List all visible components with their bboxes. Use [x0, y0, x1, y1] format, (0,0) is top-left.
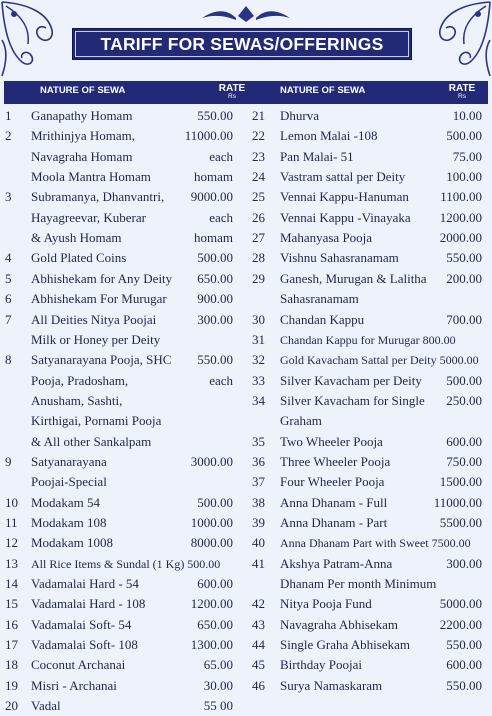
tariff-row-line — [5, 167, 233, 187]
sewa-name: Pan Malai- 51 — [280, 148, 354, 164]
tariff-row-line — [252, 635, 482, 655]
tariff-row-line — [5, 452, 233, 472]
sewa-name: Navagraha Abhisekam — [280, 616, 399, 632]
tariff-row-line — [252, 594, 482, 614]
tariff-row-line — [252, 350, 482, 370]
sewa-rate: 11000.00 — [433, 494, 482, 510]
sewa-rate: homam — [194, 169, 233, 185]
sewa-name: Anna Dhanam - Full — [280, 494, 388, 510]
sewa-name: Pooja, Pradosham, — [31, 372, 129, 388]
sewa-rate: 500.00 — [446, 372, 482, 388]
sewa-number: 10 — [5, 494, 18, 510]
sewa-rate: homam — [194, 230, 233, 246]
sewa-name: Kirthigai, Pornami Pooja — [31, 413, 162, 429]
tariff-row-line — [5, 696, 233, 716]
sewa-name: Vadamalai Soft- 54 — [31, 616, 132, 632]
nature-header-left: NATURE OF SEWA — [40, 85, 126, 96]
sewa-number: 31 — [252, 331, 265, 347]
sewa-rate: 1000.00 — [190, 515, 233, 530]
sewa-rate: 650.00 — [197, 270, 233, 286]
sewa-name: Surya Namaskaram — [280, 677, 383, 693]
tariff-row-line — [252, 289, 482, 309]
tariff-row-line — [5, 289, 233, 309]
tariff-row-line — [252, 208, 482, 228]
sewa-name: Birthday Poojai — [280, 657, 362, 673]
sewa-rate: 1300.00 — [190, 637, 233, 653]
tariff-row-line — [252, 676, 482, 696]
sewa-rate: 500.00 — [446, 128, 482, 144]
sewa-name: Modakam 108 — [31, 515, 107, 530]
sewa-rate: 600.00 — [446, 433, 482, 449]
tariff-row-line — [252, 269, 482, 289]
sewa-rate: 550.00 — [446, 677, 482, 693]
corner-ornament-left — [0, 0, 70, 80]
sewa-rate: 300.00 — [197, 311, 233, 327]
sewa-rate: 2000.00 — [439, 230, 482, 246]
sewa-rate: 550.00 — [446, 250, 482, 266]
sewa-number: 39 — [252, 515, 265, 530]
sewa-number: 17 — [5, 637, 18, 653]
tariff-row-line — [5, 594, 233, 614]
sewa-name: Vastram sattal per Deity — [280, 169, 406, 185]
sewa-name: Dhurva — [280, 108, 319, 123]
sewa-rate: 55 00 — [203, 698, 233, 714]
tariff-row-line — [5, 513, 233, 533]
tariff-row-line — [252, 411, 482, 431]
sewa-name: Vadamalai Soft- 108 — [31, 637, 138, 653]
sewa-name: Misri - Archanai — [31, 677, 117, 693]
tariff-row-line — [5, 676, 233, 696]
tariff-row-line — [5, 310, 233, 330]
tariff-row-line — [252, 248, 482, 268]
sewa-name: Subramanya, Dhanvantri, — [31, 189, 165, 205]
sewa-rate: 9000.00 — [190, 189, 233, 205]
tariff-row-line — [5, 493, 233, 513]
top-ornament — [196, 4, 296, 24]
sewa-number: 4 — [5, 250, 12, 266]
tariff-row-line — [252, 126, 482, 146]
sewa-number: 42 — [252, 596, 265, 612]
sewa-number: 16 — [5, 616, 18, 632]
tariff-row-line — [252, 147, 482, 167]
sewa-name: Anusham, Sashti, — [31, 392, 123, 408]
page-title: TARIFF FOR SEWAS/OFFERINGS — [72, 28, 412, 60]
sewa-name: Satyanarayana — [31, 453, 107, 469]
nature-header-right: NATURE OF SEWA — [280, 85, 366, 96]
tariff-row-line — [252, 493, 482, 513]
tariff-row-line — [5, 472, 233, 492]
sewa-number: 21 — [252, 108, 265, 123]
sewa-number: 23 — [252, 148, 265, 164]
sewa-name: Vennai Kappu-Hanuman — [280, 189, 409, 205]
sewa-number: 34 — [252, 392, 265, 408]
sewa-name: Moola Mantra Homam — [31, 169, 151, 185]
sewa-number: 20 — [5, 698, 18, 714]
tariff-row-line — [5, 391, 233, 411]
sewa-rate: 5500.00 — [439, 515, 482, 530]
tariff-row-line — [5, 533, 233, 553]
tariff-row-line — [5, 330, 233, 350]
sewa-number: 33 — [252, 372, 265, 388]
sewa-name: Mahanyasa Pooja — [280, 230, 373, 246]
tariff-row-line — [252, 472, 482, 492]
sewa-rate: 650.00 — [197, 616, 233, 632]
tariff-row-line — [252, 330, 482, 350]
sewa-rate: 10.00 — [452, 108, 482, 123]
tariff-row-line — [252, 187, 482, 207]
sewa-name: & All other Sankalpam — [31, 433, 152, 449]
sewa-number: 45 — [252, 657, 265, 673]
sewa-name: Modakam 54 — [31, 494, 100, 510]
tariff-row-line — [252, 106, 482, 126]
sewa-number: 32 — [252, 352, 265, 368]
sewa-number: 43 — [252, 616, 265, 632]
sewa-number: 12 — [5, 535, 18, 551]
sewa-number: 27 — [252, 230, 265, 246]
sewa-name: Chandan Kappu for Murugar 800.00 — [280, 332, 456, 347]
tariff-row-line — [252, 574, 482, 594]
corner-ornament-right — [422, 0, 492, 80]
sewa-number: 29 — [252, 270, 265, 286]
sewa-number: 6 — [5, 291, 12, 307]
sewa-rate: 900.00 — [197, 291, 233, 307]
tariff-row-line — [252, 533, 482, 553]
tariff-row-line — [252, 391, 482, 411]
sewa-name: Vishnu Sahasranamam — [280, 250, 399, 266]
sewa-name: Anna Dhanam Part with Sweet 7500.00 — [280, 536, 471, 551]
sewa-name: Hayagreevar, Kuberar — [31, 209, 146, 225]
sewa-rate: 550.00 — [197, 108, 233, 123]
sewa-number: 15 — [5, 596, 18, 612]
tariff-row-line — [5, 269, 233, 289]
sewa-name: Nitya Pooja Fund — [280, 596, 372, 612]
sewa-number: 5 — [5, 270, 12, 286]
sewa-number: 25 — [252, 189, 265, 205]
sewa-name: Lemon Malai -108 — [280, 128, 378, 144]
sewa-rate: 700.00 — [446, 311, 482, 327]
sewa-name: Abhishekam for Any Deity — [31, 270, 173, 286]
tariff-row-line — [252, 452, 482, 472]
sewa-rate: 5000.00 — [439, 596, 482, 612]
sewa-number: 9 — [5, 453, 12, 469]
table-header — [4, 81, 488, 104]
sewa-number: 18 — [5, 657, 18, 673]
tariff-row-line — [5, 655, 233, 675]
tariff-row-line — [5, 554, 233, 574]
tariff-row-line — [252, 554, 482, 574]
tariff-row-line — [5, 411, 233, 431]
sewa-rate: 100.00 — [446, 169, 482, 185]
sewa-number: 1 — [5, 108, 12, 123]
sewa-rate: 600.00 — [197, 576, 233, 592]
sewa-number: 8 — [5, 352, 12, 368]
sewa-rate: 550.00 — [197, 352, 233, 368]
sewa-name: Three Wheeler Pooja — [280, 453, 391, 469]
sewa-rate: 3000.00 — [190, 453, 233, 469]
tariff-row-line — [5, 371, 233, 391]
tariff-row-line — [5, 106, 233, 126]
tariff-row-line — [252, 432, 482, 452]
tariff-row-line — [252, 655, 482, 675]
sewa-number: 36 — [252, 453, 265, 469]
sewa-name: Silver Kavacham for Single — [280, 392, 425, 408]
tariff-row-line — [252, 310, 482, 330]
sewa-name: Milk or Honey per Deity — [31, 331, 161, 347]
tariff-row-line — [5, 228, 233, 248]
sewa-name: Dhanam Per month Minimum — [280, 576, 437, 592]
sewa-rate: 1200.00 — [439, 209, 482, 225]
sewa-number: 40 — [252, 535, 265, 551]
sewa-rate: 8000.00 — [190, 535, 233, 551]
sewa-rate: 11000.00 — [184, 128, 233, 144]
sewa-rate: 300.00 — [446, 555, 482, 571]
sewa-number: 22 — [252, 128, 265, 144]
sewa-name: & Ayush Homam — [31, 230, 122, 246]
sewa-number: 2 — [5, 128, 12, 144]
sewa-rate: 750.00 — [446, 453, 482, 469]
sewa-name: Satyanarayana Pooja, SHC — [31, 352, 172, 368]
sewa-name: Vennai Kappu -Vinayaka — [280, 209, 411, 225]
sewa-name: Vadamalai Hard - 54 — [31, 576, 139, 592]
sewa-name: Coconut Archanai — [31, 657, 126, 673]
tariff-row-line — [5, 635, 233, 655]
sewa-number: 38 — [252, 494, 265, 510]
sewa-rate: 30.00 — [203, 677, 233, 693]
sewa-name: Gold Plated Coins — [31, 250, 127, 266]
sewa-number: 41 — [252, 555, 265, 571]
sewa-number: 7 — [5, 311, 12, 327]
sewa-rate: 200.00 — [446, 270, 482, 286]
sewa-number: 24 — [252, 169, 265, 185]
sewa-rate: each — [209, 209, 233, 225]
sewa-name: All Rice Items & Sundal (1 Kg) 500.00 — [31, 556, 221, 571]
sewa-name: Single Graha Abhisekam — [280, 637, 410, 653]
sewa-number: 19 — [5, 677, 18, 693]
sewa-name: Navagraha Homam — [31, 148, 133, 164]
tariff-row-line — [252, 513, 482, 533]
tariff-row-line — [5, 350, 233, 370]
sewa-number: 28 — [252, 250, 265, 266]
rate-header-left: RATE Rs — [218, 83, 246, 100]
tariff-row-line — [5, 574, 233, 594]
sewa-number: 46 — [252, 677, 265, 693]
sewa-name: Abhishekam For Murugar — [31, 291, 167, 307]
sewa-rate: 1500.00 — [439, 474, 482, 490]
sewa-number: 30 — [252, 311, 265, 327]
sewa-name: Modakam 1008 — [31, 535, 113, 551]
sewa-name: Akshya Patram-Anna — [280, 555, 393, 571]
sewa-name: Mrithinjya Homam, — [31, 128, 135, 144]
sewa-number: 37 — [252, 474, 265, 490]
sewa-rate: 1200.00 — [190, 596, 233, 612]
sewa-name: Gold Kavacham Sattal per Deity 5000.00 — [280, 353, 479, 368]
sewa-name: Ganapathy Homam — [31, 108, 133, 123]
sewa-name: Graham — [280, 413, 322, 429]
sewa-number: 13 — [5, 555, 18, 571]
tariff-row-line — [5, 187, 233, 207]
sewa-name: Sahasranamam — [280, 291, 359, 307]
tariff-row-line — [252, 371, 482, 391]
sewa-rate: 550.00 — [446, 637, 482, 653]
sewa-name: Anna Dhanam - Part — [280, 515, 388, 530]
sewa-rate: 75.00 — [452, 148, 482, 164]
sewa-rate: each — [209, 148, 233, 164]
sewa-rate: 500.00 — [197, 250, 233, 266]
sewa-rate: 500.00 — [197, 494, 233, 510]
sewa-number: 35 — [252, 433, 265, 449]
sewa-name: Vadamalai Hard - 108 — [31, 596, 146, 612]
sewa-name: Poojai-Special — [31, 474, 107, 490]
tariff-row-line — [252, 228, 482, 248]
tariff-row-line — [5, 615, 233, 635]
sewa-number: 14 — [5, 576, 18, 592]
tariff-row-line — [5, 248, 233, 268]
sewa-name: Two Wheeler Pooja — [280, 433, 383, 449]
sewa-name: Chandan Kappu — [280, 311, 365, 327]
tariff-row-line — [5, 432, 233, 452]
sewa-name: Silver Kavacham per Deity — [280, 372, 422, 388]
sewa-number: 3 — [5, 189, 12, 205]
sewa-name: All Deities Nitya Poojai — [31, 311, 157, 327]
sewa-rate: 250.00 — [446, 392, 482, 408]
tariff-row-line — [252, 615, 482, 635]
sewa-rate: 65.00 — [203, 657, 233, 673]
sewa-rate: 1100.00 — [440, 189, 482, 205]
sewa-number: 44 — [252, 637, 265, 653]
rate-header-right: RATE Rs — [448, 83, 476, 100]
sewa-rate: 2200.00 — [439, 616, 482, 632]
sewa-rate: 600.00 — [446, 657, 482, 673]
sewa-name: Four Wheeler Pooja — [280, 474, 385, 490]
sewa-number: 26 — [252, 209, 265, 225]
sewa-rate: each — [209, 372, 233, 388]
sewa-name: Ganesh, Murugan & Lalitha — [280, 270, 427, 286]
sewa-number: 11 — [5, 515, 18, 530]
tariff-row-line — [252, 167, 482, 187]
tariff-row-line — [5, 126, 233, 146]
tariff-row-line — [5, 208, 233, 228]
sewa-name: Vadal — [31, 698, 61, 714]
tariff-row-line — [5, 147, 233, 167]
